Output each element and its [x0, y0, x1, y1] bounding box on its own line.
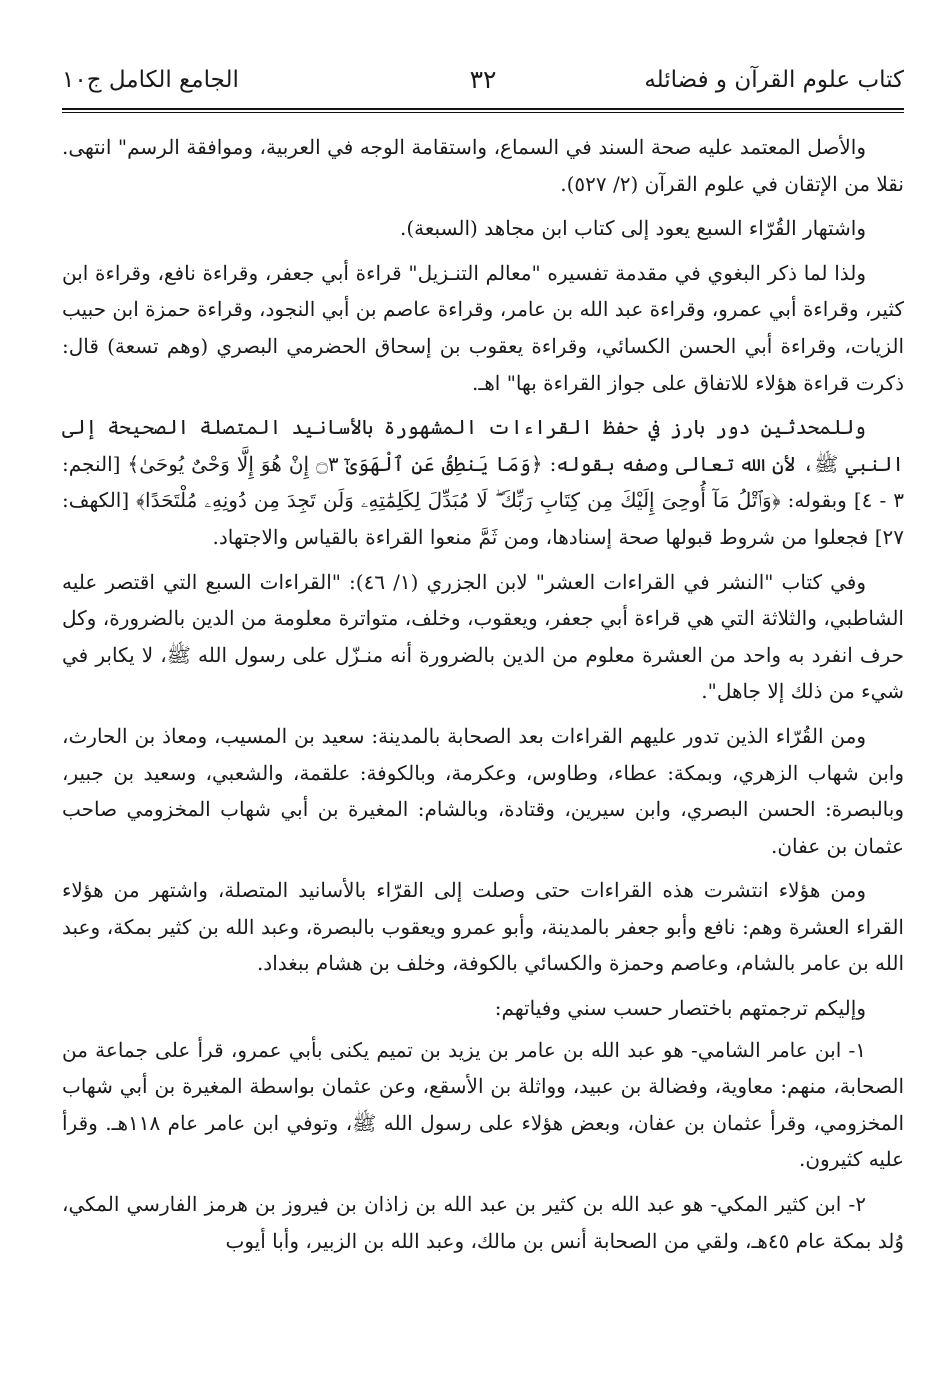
paragraph: ١- ابن عامر الشامي- هو عبد الله بن عامر بن يزيد بن تميم يكنى بأبي عمرو، قرأ على جماعة من الصحابة، منهم: معاوية، وفضالة بن عبيد، وواثلة بن الأسقع، وعن عثمان بواسطة المغيرة بن أبي شهاب المخزومي، وقرأ عثمان بن عفان، وبعض هؤلاء على رسول الله ﷺ، وتوفي ابن عامر عام ١١٨هـ. وقرأ عليه كثيرون.: [62, 1037, 905, 1172]
paragraph: ومن هؤلاء انتشرت هذه القراءات حتى وصلت إلى القرّاء بالأسانيد المتصلة، واشتهر من هؤلاء القراء العشرة وهم: نافع وأبو جعفر بالمدينة، وأبو عمرو ويعقوب بالبصرة، وعبد الله بن كثير بمكة، وعبد الله بن عامر بالشام، وعاصم وحمزة والكسائي بالكوفة، وخلف بن هشام ببغداد.: [62, 878, 904, 976]
paragraph: وفي كتاب "النشر في القراءات العشر" لابن الجزري (١/ ٤٦): "القراءات السبع التي اقتصر عليه الشاطبي، والثلاثة التي هي قراءة أبي جعفر، ويعقوب، وخلف، متواترة معلومة من الدين بالضرورة، وكل حرف انفرد به واحد من العشرة معلوم من الدين بالضرورة أنه منـزّل على رسول الله ﷺ، لا يكابر في شيء من ذلك إلا جاهل".: [62, 569, 904, 704]
paragraph: والأصل المعتمد عليه صحة السند في السماع، واستقامة الوجه في العربية، وموافقة الرسم" انتهى. نقلا من الإتقان في علوم القرآن (٢/ ٥٢٧).: [62, 135, 904, 196]
header-rule: [62, 108, 904, 113]
paragraph: واشتهار القُرّاء السبع يعود إلى كتاب ابن مجاهد (السبعة).: [400, 216, 866, 241]
paragraph: ومن القُرّاء الذين تدور عليهم القراءات بعد الصحابة بالمدينة: سعيد بن المسيب، ومعاذ بن الحارث، وابن شهاب الزهري، وبمكة: عطاء، وطاوس، وعكرمة، وبالكوفة: علقمة، والشعبي، وسعيد بن جبير، وبالبصرة: الحسن البصري، وابن سيرين، وقتادة، وبالشام: المغيرة بن أبي شهاب المخزومي صاحب عثمان بن عفان.: [62, 723, 904, 858]
body-text: [62, 129, 904, 1259]
running-head-book-title: كتاب علوم القرآن و فضائله: [644, 67, 904, 93]
running-head-series-title: الجامع الكامل ج١٠: [62, 67, 239, 93]
book-page: [62, 58, 904, 1358]
paragraph: وللمحدثين دور بارز في حفظ القراءات المشهورة بالأسانيد المتصلة الصحيحة إلى النبي ﷺ، لأن الله تعالى وصفه بقوله: ﴿وَمَا يَنطِقُ عَنِ ٱلْهَوَىٰٓ ۝٣ إِنْ هُوَ إِلَّا وَحْىٌ يُوحَىٰ﴾ [النجم: ٣ - ٤] وبقوله: ﴿وَٱتْلُ مَآ أُوحِىَ إِلَيْكَ مِن كِتَابِ رَبِّكَ ۖ لَا مُبَدِّلَ لِكَلِمَٰتِهِۦ وَلَن تَجِدَ مِن دُونِهِۦ مُلْتَحَدًا﴾ [الكهف: ٢٧] فجعلوا من شروط قبولها صحة إسنادها، ومن ثَمَّ منعوا القراءة بالقياس والاجتهاد.: [62, 415, 904, 549]
paragraph: ولذا لما ذكر البغوي في مقدمة تفسيره "معالم التنـزيل" قراءة أبي جعفر، وقراءة نافع، وقراءة ابن كثير، وقراءة أبي عمرو، وقراءة عبد الله بن عامر، وقراءة عاصم بن أبي النجود، وقراءة حمزة ابن حبيب الزيات، وقراءة أبي الحسن الكسائي، وقراءة يعقوب بن إسحاق الحضرمي البصري (وهم تسعة) قال: ذكرت قراءة هؤلاء للاتفاق على جواز القراءة بها" اهـ.: [62, 260, 904, 395]
page-header: [62, 58, 904, 102]
paragraph: ٢- ابن كثير المكي- هو عبد الله بن كثير بن عبد الله بن زاذان بن فيروز بن هرمز الفارسي المكي، وُلد بمكة عام ٤٥هـ، ولقي من الصحابة أنس بن مالك، وعبد الله بن الزبير، وأبا أيوب: [62, 1192, 904, 1253]
page-number: ٣٢: [469, 65, 497, 94]
paragraph: وإليكم ترجمتهم باختصار حسب سني وفياتهم:: [494, 996, 866, 1021]
